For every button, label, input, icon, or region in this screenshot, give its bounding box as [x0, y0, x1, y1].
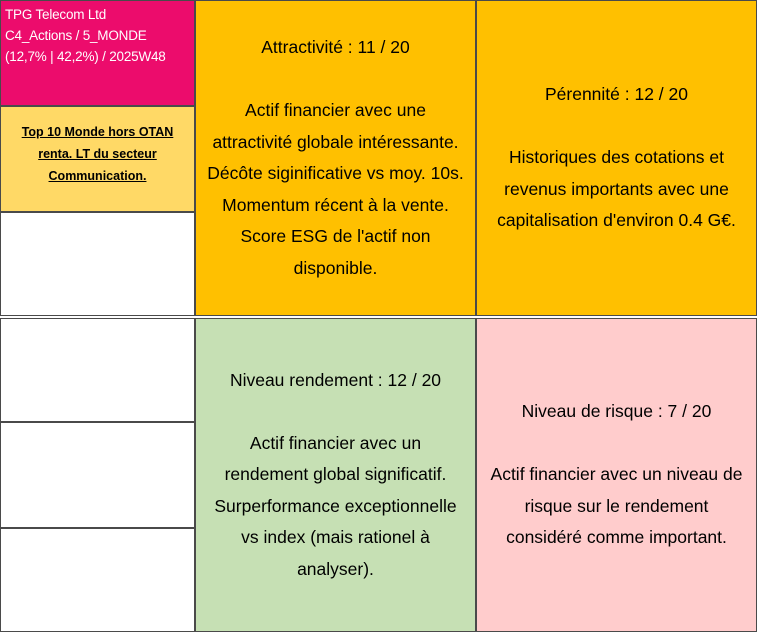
perennite-line: Historiques des cotations et [509, 147, 724, 168]
empty-cell-1 [0, 212, 195, 316]
company-stats: (12,7% | 42,2%) / 2025W48 [5, 49, 166, 64]
ranking-line-3: Communication. [48, 169, 147, 183]
company-category: C4_Actions / 5_MONDE [5, 28, 147, 43]
perennite-line: capitalisation d'environ 0.4 G€. [497, 210, 736, 231]
ranking-line-1: Top 10 Monde hors OTAN [21, 125, 174, 139]
attractivite-title: Attractivité : 11 / 20 [261, 37, 410, 57]
attractivite-line: Momentum récent à la vente. [222, 194, 449, 215]
attractivite-line: Décôte siginificative vs moy. 10s. [207, 163, 464, 183]
perennite-title: Pérennité : 12 / 20 [544, 84, 689, 105]
company-header [0, 0, 195, 106]
risque-line: risque sur le rendement [524, 495, 709, 516]
attractivite-line: attractivité globale intéressante. [212, 131, 459, 152]
rendement-line: vs index (mais rationel à [241, 527, 430, 548]
attractivite-line: Score ESG de l'actif non [240, 226, 431, 246]
attractivite-line: disponible. [293, 257, 378, 278]
rendement-line: Surperformance exceptionnelle [214, 495, 457, 516]
rendement-title: Niveau rendement : 12 / 20 [229, 369, 442, 390]
attractivite-panel [195, 0, 476, 316]
empty-cell-4 [0, 528, 195, 632]
risque-title: Niveau de risque : 7 / 20 [521, 401, 712, 422]
risque-panel [476, 318, 757, 632]
perennite-panel [476, 0, 757, 316]
rendement-line: Actif financier avec un [249, 432, 422, 453]
rendement-line: rendement global significatif. [224, 464, 447, 485]
ranking-line-2: renta. LT du secteur [38, 147, 157, 161]
risque-line: Actif financier avec un niveau de [490, 464, 743, 485]
empty-cell-3 [0, 422, 195, 528]
risque-line: considéré comme important. [506, 527, 727, 548]
rendement-panel [195, 318, 476, 632]
company-name: TPG Telecom Ltd [5, 7, 107, 22]
perennite-line: revenus importants avec une [504, 178, 729, 199]
rendement-line: analyser). [297, 558, 374, 579]
empty-cell-2 [0, 318, 195, 422]
attractivite-line: Actif financier avec une [245, 100, 426, 120]
ranking-box [0, 106, 195, 212]
